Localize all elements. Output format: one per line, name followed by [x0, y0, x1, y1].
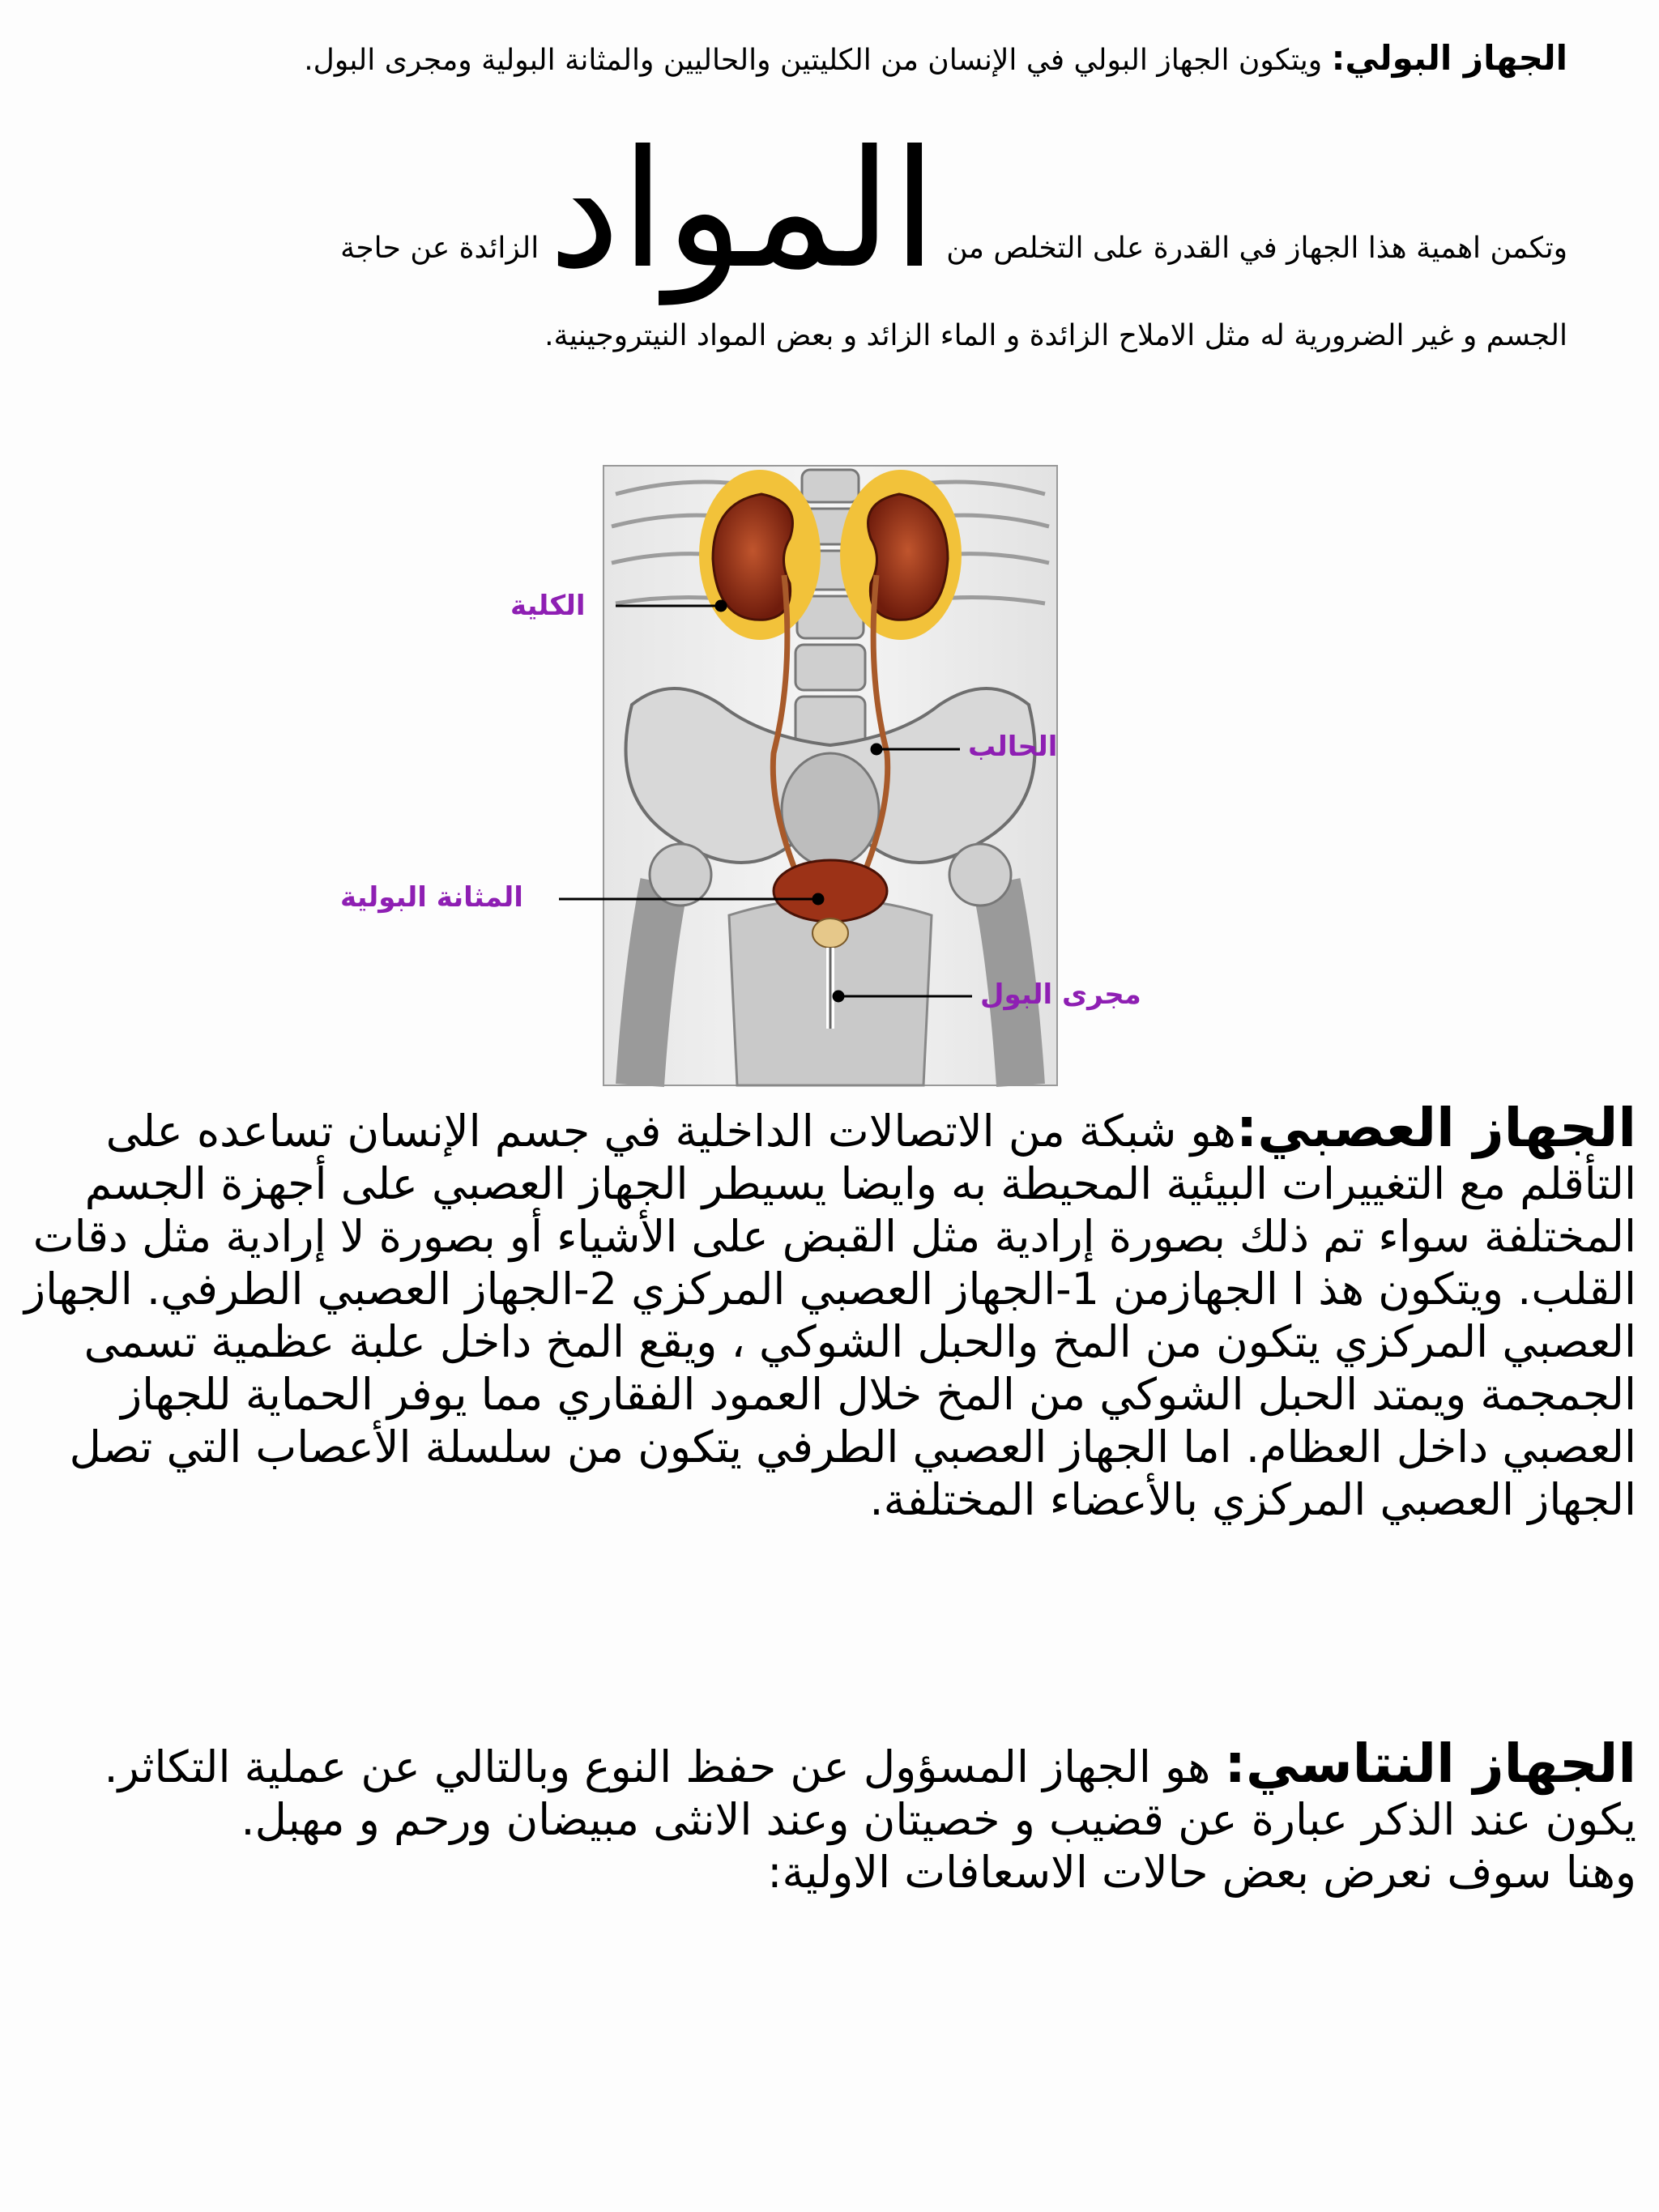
label-kidney: الكلية	[510, 590, 586, 622]
importance-end: الزائدة عن حاجة	[340, 232, 548, 265]
label-urethra: مجرى البول	[980, 978, 1141, 1011]
sacrum	[782, 753, 879, 867]
nervous-heading: الجهاز العصبي:	[1235, 1097, 1636, 1159]
right-kidney	[868, 494, 948, 620]
urinary-system-illustration	[340, 462, 1312, 1093]
nervous-text: هو شبكة من الاتصالات الداخلية في جسم الإنسان تساعده على التأقلم مع التغييرات البيئية المحيطة به وايضا يسيطر الجهاز العصبي على أجهزة الجسم المختلفة سواء تم ذلك بصورة إرادية مثل القبض على الأشياء أو بصورة لا إرادية مثل دقات القلب. ويتكون هذ ا الجهازمن 1-الجهاز العصبي المركزي 2-الجهاز العصبي الطرفي. الجهاز العصبي المركزي يتكون من المخ والحبل الشوكي ، ويقع المخ داخل علبة عظمية تسمى الجمجمة ويمتد الحبل الشوكي من المخ خلال العمود الفقاري مما يوفر الحماية للجهاز العصبي داخل العظام. اما الجهاز العصبي الطرفي يتكون من سلسلة الأعصاب التي تصل الجهاز العصبي المركزي بالأعضاء المختلفة.	[24, 1106, 1636, 1525]
closing-line: وهنا سوف نعرض بعض حالات الاسعافات الاولية:	[767, 1847, 1636, 1898]
urinary-intro	[32, 32, 1567, 87]
prostate	[812, 918, 848, 948]
urinary-importance-line2: الجسم و غير الضرورية له مثل الاملاح الزائدة و الماء الزائد و بعض المواد النيتروجينية.	[544, 319, 1567, 352]
reproductive-system-section	[24, 1733, 1636, 1899]
left-femur	[640, 883, 664, 1085]
left-kidney	[713, 494, 792, 620]
importance-big-word: المواد	[548, 116, 937, 305]
reproductive-heading: الجهاز النتاسي:	[1224, 1733, 1636, 1795]
bladder	[774, 860, 887, 922]
importance-start: وتكمن اهمية هذا الجهاز في القدرة على التخلص من	[936, 232, 1567, 265]
urinary-importance	[97, 116, 1567, 305]
label-bladder: المثانة البولية	[340, 881, 523, 914]
nervous-system-section	[24, 1097, 1636, 1526]
urinary-heading: الجهاز البولي:	[1331, 38, 1567, 78]
reproductive-text: هو الجهاز المسؤول عن حفظ النوع وبالتالي عن عملية التكاثر. يكون عند الذكر عبارة عن قضيب و خصيتان وعند الانثى مبيضان ورحم و مهبل.	[104, 1741, 1636, 1845]
urinary-system-figure	[340, 462, 1312, 1093]
label-ureter: الحالب	[968, 731, 1058, 763]
urinary-intro-text: ويتكون الجهاز البولي في الإنسان من الكليتين والحاليين والمثانة البولية ومجرى البول.	[304, 44, 1332, 77]
